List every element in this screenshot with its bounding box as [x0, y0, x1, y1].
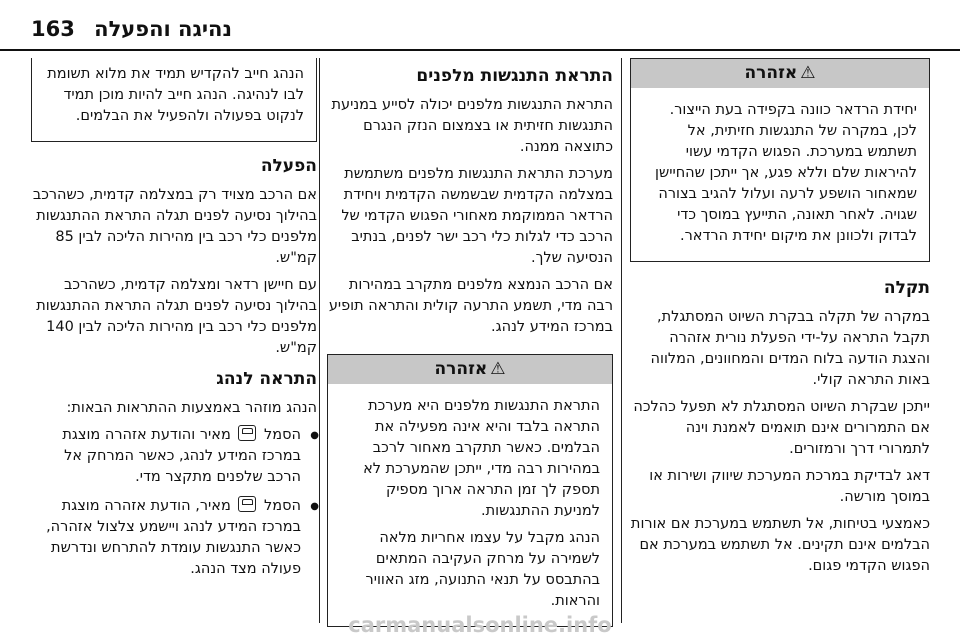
- warning-triangle-icon: ⚠: [490, 359, 506, 379]
- bullet-text-after: מאיר והודעת אזהרה מוצגת במרכז המידע לנהג, כאשר המרחק אל הרכב שלפנים מתקצר מדי.: [62, 427, 301, 485]
- section-title-activation: הפעלה: [260, 156, 317, 176]
- fcw-paragraph: התראת התנגשות מלפנים יכולה לסייע במניעת התנגשות חזיתית או בצמצום הנזק הנגרם כתוצאה ממנה.: [331, 97, 613, 155]
- page-number: 163: [31, 17, 75, 41]
- note-text: הנהג חייב להקדיש תמיד את מלוא תשומת לבו לנהיגה. הנהג חייב להיות מוכן תמיד לנקוט בפעולה ולהפעיל את הבלמים.: [47, 66, 304, 124]
- header-rule: [0, 49, 960, 51]
- warning-title: אזהרה: [434, 359, 488, 379]
- fault-paragraph: דאג לבדיקת במרכת המערכת שיווק ושירות או במוסך מורשה.: [649, 468, 930, 505]
- vehicle-ahead-icon: [238, 425, 256, 441]
- warning-paragraph: הנהג מקבל על עצמו אחריות מלאה לשמירה על מרחק העקיבה המתאים בהתבסס על תנאי התנועה, מזג האוויר והראות.: [365, 530, 600, 609]
- section-title-fault: תקלה: [883, 278, 930, 298]
- warning-text: יחידת הרדאר כוונה בקפידה בעת הייצור. לכן, במקרה של התנגשות חזיתית, אל תשתמש במערכת. הפגוש הקדמי עשוי להיראות שלם וללא פגע, אך ייתכן שהחיישן שמאחור הושפע לרעה ועלול להגיב בצורה שגויה. לאחר תאונה, התייעץ במוסך כדי לבדוק ולכוונן את מיקום יחידת הרדאר.: [655, 102, 917, 244]
- vehicle-ahead-icon: [238, 496, 256, 512]
- warning-paragraph: התראת התנגשות מלפנים היא מערכת התראה בלבד והיא אינה מפעילה את הבלמים. כאשר תתקרב מאחור לרכב במהירות רבה מדי, ייתכן שהמערכת לא תספק לך זמן התראה ארוך מספיק למניעת ההתנגשות.: [363, 398, 600, 519]
- bullet-text-before: הסמל: [264, 427, 301, 443]
- activation-paragraph: עם חיישן רדאר ומצלמה קדמית, כשהרכב בהילוך נסיעה לפנים תגלה התראת ההתנגשות מלפנים כלי רכב בין מהירות הליכה לבין 140 קמ"ש.: [36, 277, 317, 356]
- alert-bullet-list: [31, 425, 317, 580]
- note-box-body: [32, 58, 316, 141]
- page-header: [0, 0, 960, 58]
- list-item: [31, 425, 301, 488]
- warning-box-body: [328, 384, 612, 626]
- column-divider-left: [319, 58, 320, 623]
- warning-triangle-icon: ⚠: [800, 63, 816, 83]
- left-column: [31, 58, 317, 588]
- list-item: [31, 496, 301, 580]
- fcw-paragraph: מערכת התראת התנגשות מלפנים משתמשת במצלמה הקדמית שבשמשה הקדמית ויחידת הרדאר הממוקמת מאחורי הפגוש הקדמי של הרכב כדי לגלות כלי רכב ישר לפנים, בנתיב הנסיעה שלך.: [341, 166, 613, 266]
- warning-box-radar: [630, 58, 930, 262]
- header-title-group: [31, 17, 232, 41]
- fault-paragraph: במקרה של תקלה בבקרת השיוט המסתגלת, תקבל התראה על-ידי הפעלת נורית אזהרה והצגת הודעה בלוח המדים והמחוונים, המלווה באות התראה קולי.: [650, 309, 930, 388]
- driver-alert-intro: הנהג מוזהר באמצעות ההתראות הבאות:: [66, 400, 317, 416]
- warning-box-header: [631, 59, 929, 88]
- fcw-paragraph: אם הרכב הנמצא מלפנים מתקרב במהירות רבה מדי, תשמע התרעה קולית והתראה תופיע במרכז המידע לנהג.: [328, 277, 613, 335]
- note-box: [31, 58, 317, 142]
- section-title-forward-collision: התראת התנגשות מלפנים: [416, 66, 613, 86]
- fault-paragraph: כאמצעי בטיחות, אל תשתמש במערכת אם אורות הבלמים אינם תקינים. אל תשתמש במערכת אם הפגוש הקדמי פגום.: [630, 516, 930, 574]
- warning-title: אזהרה: [744, 63, 798, 83]
- bullet-text-after: מאיר, הודעת אזהרה מוצגת במרכז המידע לנהג ויישמע צלצול אזהרה, כאשר התנגשות עומדת להתרחש ונדרשת פעולה מצד הנהג.: [46, 498, 301, 577]
- chapter-title: נהיגה והפעלה: [94, 17, 232, 41]
- right-column: [630, 58, 930, 583]
- fault-paragraph: ייתכן שבקרת השיוט המסתגלת לא תפעל כהלכה אם התמרורים אינם תואמים לאמנת וינה לתמרורי דרך ורמזורים.: [633, 399, 930, 457]
- watermark: carmanualsonline.info: [348, 613, 612, 637]
- warning-box-fcw: [327, 354, 613, 627]
- warning-box-header: [328, 355, 612, 384]
- section-title-driver-alert: התראה לנהג: [216, 369, 317, 389]
- activation-paragraph: אם הרכב מצויד רק במצלמה קדמית, כשהרכב בהילוך נסיעה לפנים תגלה התראת ההתנגשות מלפנים כלי רכב בין מהירות הליכה לבין 85 קמ"ש.: [32, 187, 317, 266]
- warning-box-body: [631, 88, 929, 261]
- bullet-text-before: הסמל: [264, 498, 301, 514]
- middle-column: [327, 58, 613, 627]
- column-divider-right: [621, 58, 622, 623]
